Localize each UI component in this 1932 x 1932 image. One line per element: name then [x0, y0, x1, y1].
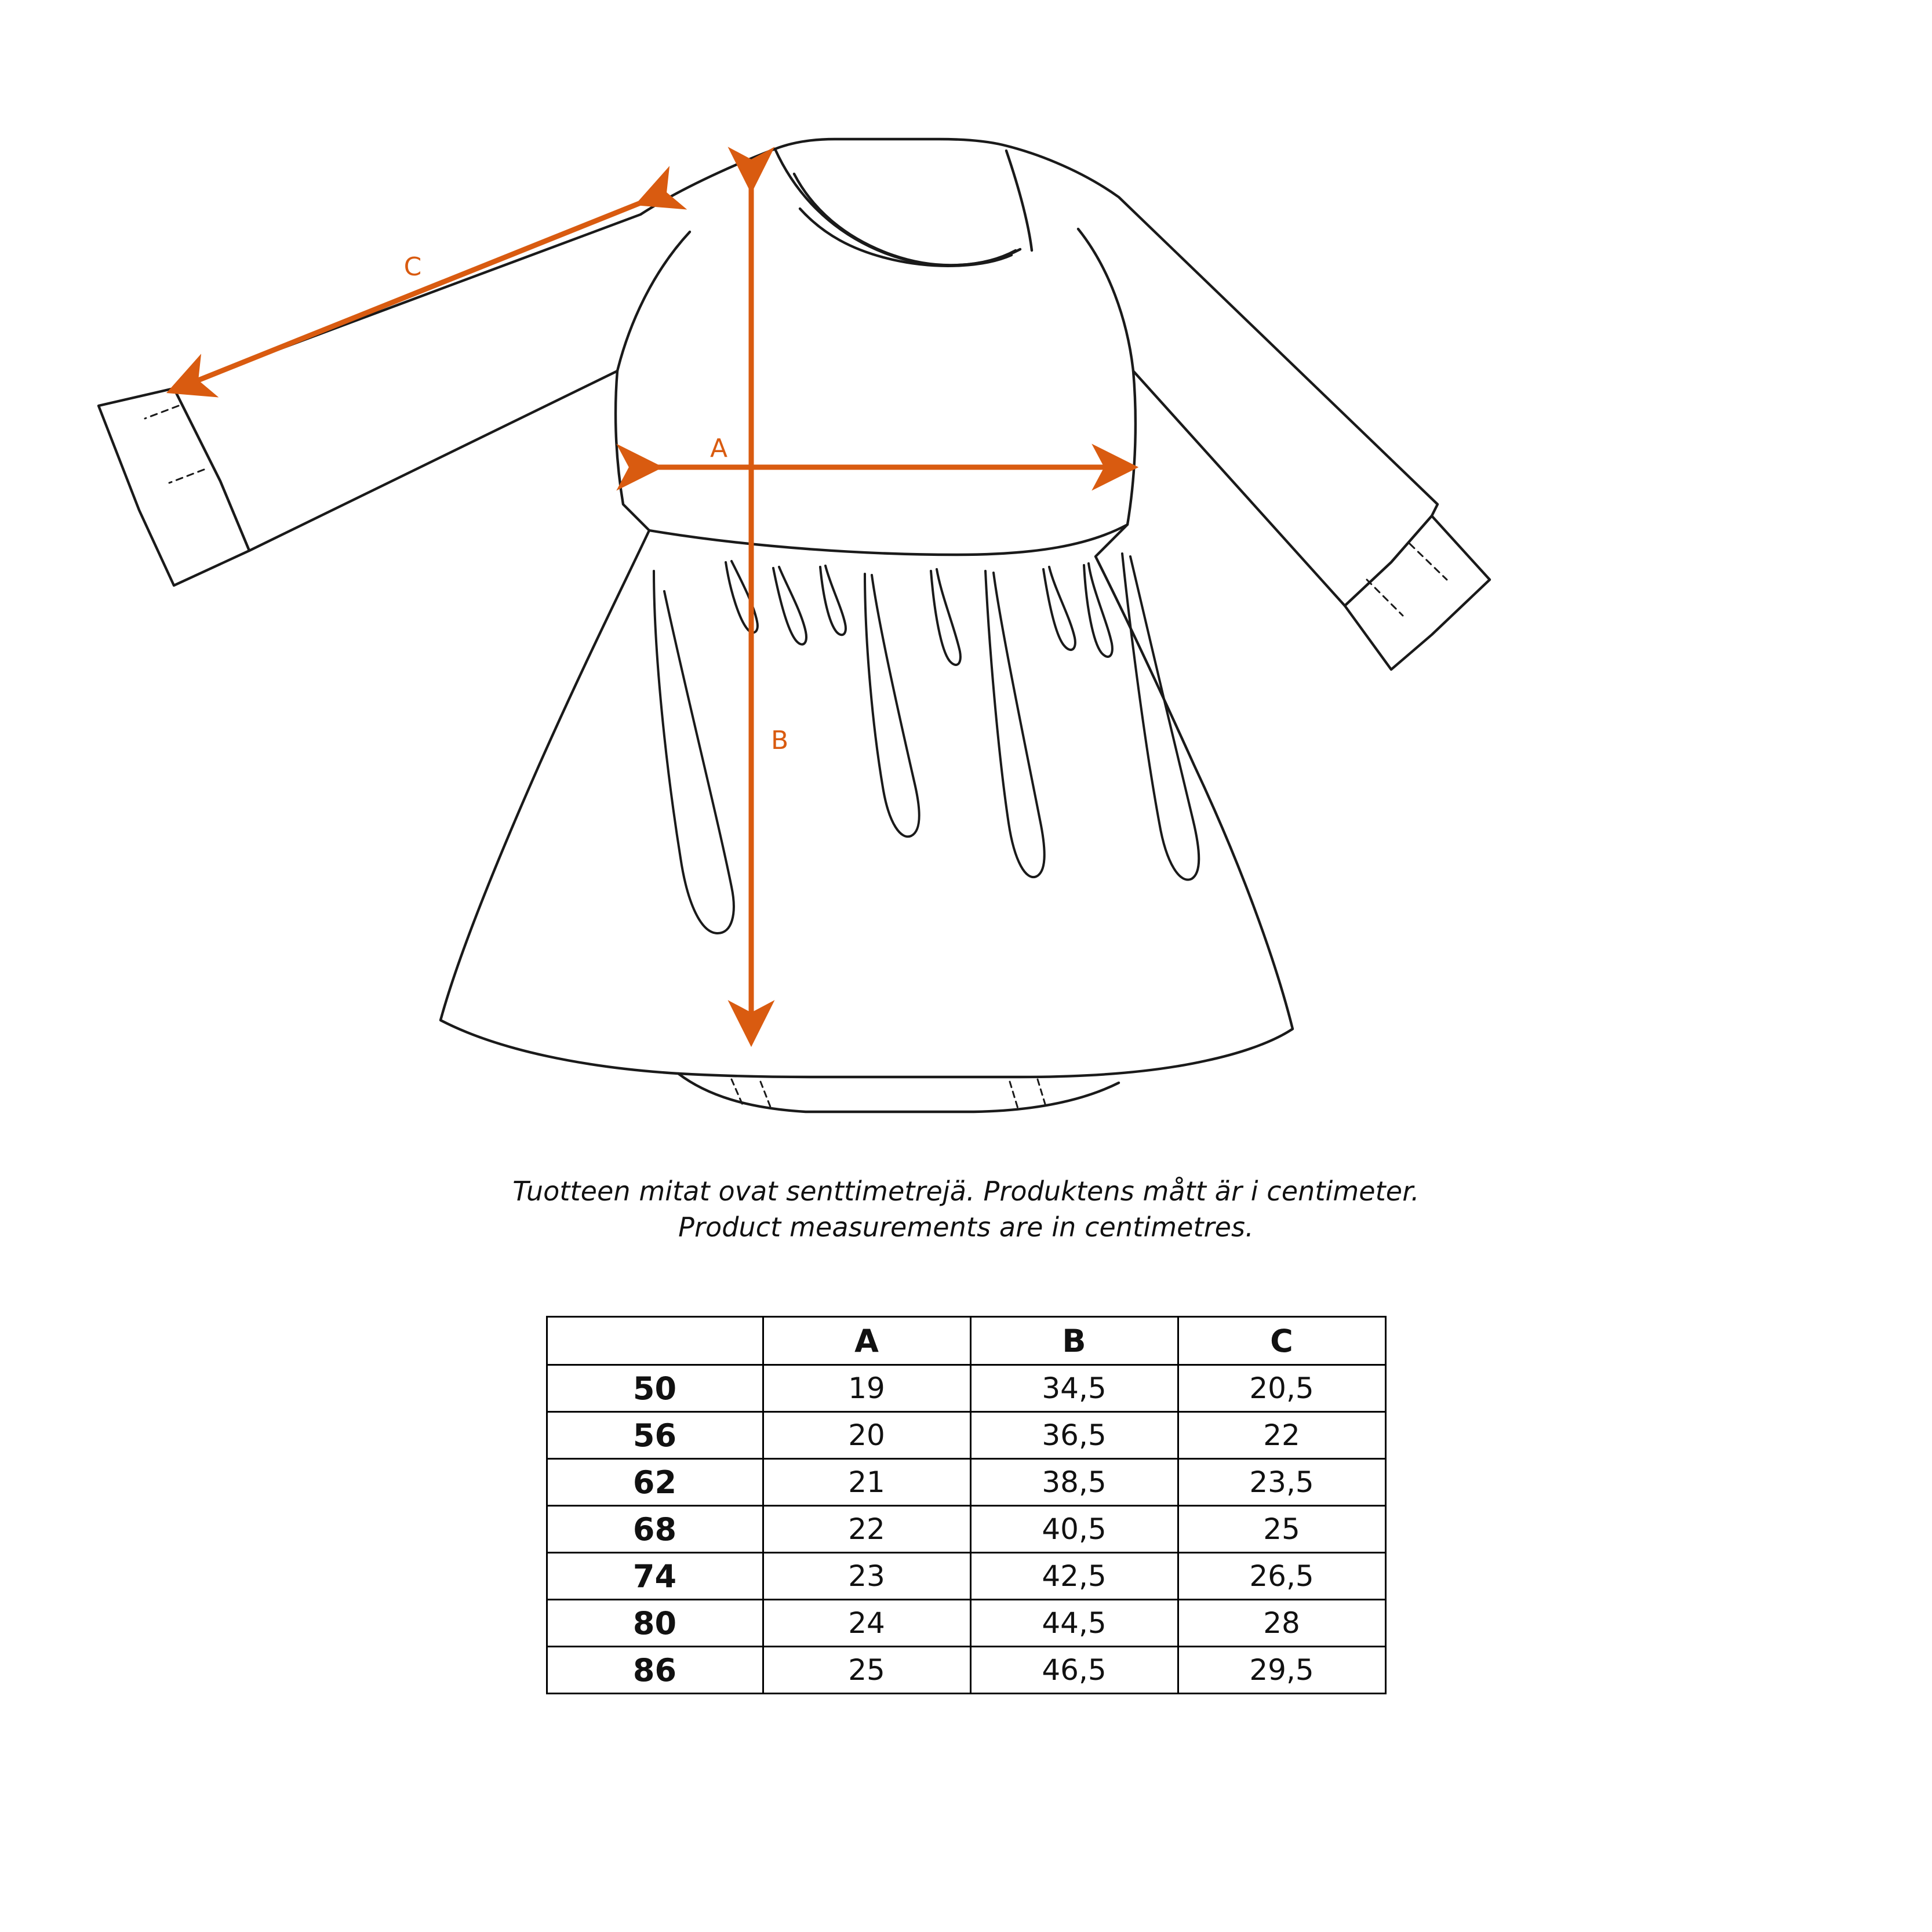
cell-a: 23: [763, 1553, 970, 1600]
size-label: 74: [547, 1553, 763, 1600]
size-table: [546, 1316, 1387, 1694]
size-table-body: [547, 1365, 1385, 1694]
size-label: 80: [547, 1600, 763, 1647]
size-table-container: [546, 1316, 1387, 1694]
cell-a: 21: [763, 1459, 970, 1506]
table-row: [547, 1365, 1385, 1412]
header-b: B: [970, 1317, 1178, 1365]
cell-c: 28: [1178, 1600, 1385, 1647]
table-row: [547, 1459, 1385, 1506]
table-header-row: [547, 1317, 1385, 1365]
cell-b: 34,5: [970, 1365, 1178, 1412]
size-label: 62: [547, 1459, 763, 1506]
gusset-stitch-2: [761, 1082, 771, 1108]
cell-b: 38,5: [970, 1459, 1178, 1506]
size-label: 86: [547, 1647, 763, 1694]
gusset-stitch-4: [1038, 1079, 1046, 1106]
cell-b: 44,5: [970, 1600, 1178, 1647]
cell-a: 22: [763, 1506, 970, 1553]
cell-a: 20: [763, 1412, 970, 1459]
cell-a: 24: [763, 1600, 970, 1647]
size-label: 56: [547, 1412, 763, 1459]
cell-c: 20,5: [1178, 1365, 1385, 1412]
cell-b: 42,5: [970, 1553, 1178, 1600]
garment-outline: [99, 139, 1490, 1112]
table-row: [547, 1600, 1385, 1647]
cell-b: 46,5: [970, 1647, 1178, 1694]
table-row: [547, 1553, 1385, 1600]
table-row: [547, 1647, 1385, 1694]
header-c: C: [1178, 1317, 1385, 1365]
gusset-stitch-3: [1010, 1082, 1018, 1108]
size-label: 68: [547, 1506, 763, 1553]
header-corner: [547, 1317, 763, 1365]
table-row: [547, 1506, 1385, 1553]
cell-c: 23,5: [1178, 1459, 1385, 1506]
cell-c: 26,5: [1178, 1553, 1385, 1600]
measure-a-label: A: [710, 434, 728, 463]
table-row: [547, 1412, 1385, 1459]
cell-c: 22: [1178, 1412, 1385, 1459]
cell-c: 29,5: [1178, 1647, 1385, 1694]
cell-b: 40,5: [970, 1506, 1178, 1553]
crotch-gusset: [678, 1074, 1119, 1112]
cell-a: 19: [763, 1365, 970, 1412]
header-a: A: [763, 1317, 970, 1365]
caption-line-fi-sv: Tuotteen mitat ovat senttimetrejä. Produktens mått är i centimeter.: [512, 1176, 1420, 1207]
cell-b: 36,5: [970, 1412, 1178, 1459]
garment-body-path: [174, 139, 1438, 1077]
measure-c-label: C: [403, 252, 422, 282]
measure-b-label: B: [771, 726, 789, 755]
caption-line-en: Product measurements are in centimetres.: [678, 1211, 1254, 1243]
cell-a: 25: [763, 1647, 970, 1694]
cell-c: 25: [1178, 1506, 1385, 1553]
size-table-head: [547, 1317, 1385, 1365]
measurement-units-caption: [0, 1174, 1932, 1245]
size-label: 50: [547, 1365, 763, 1412]
